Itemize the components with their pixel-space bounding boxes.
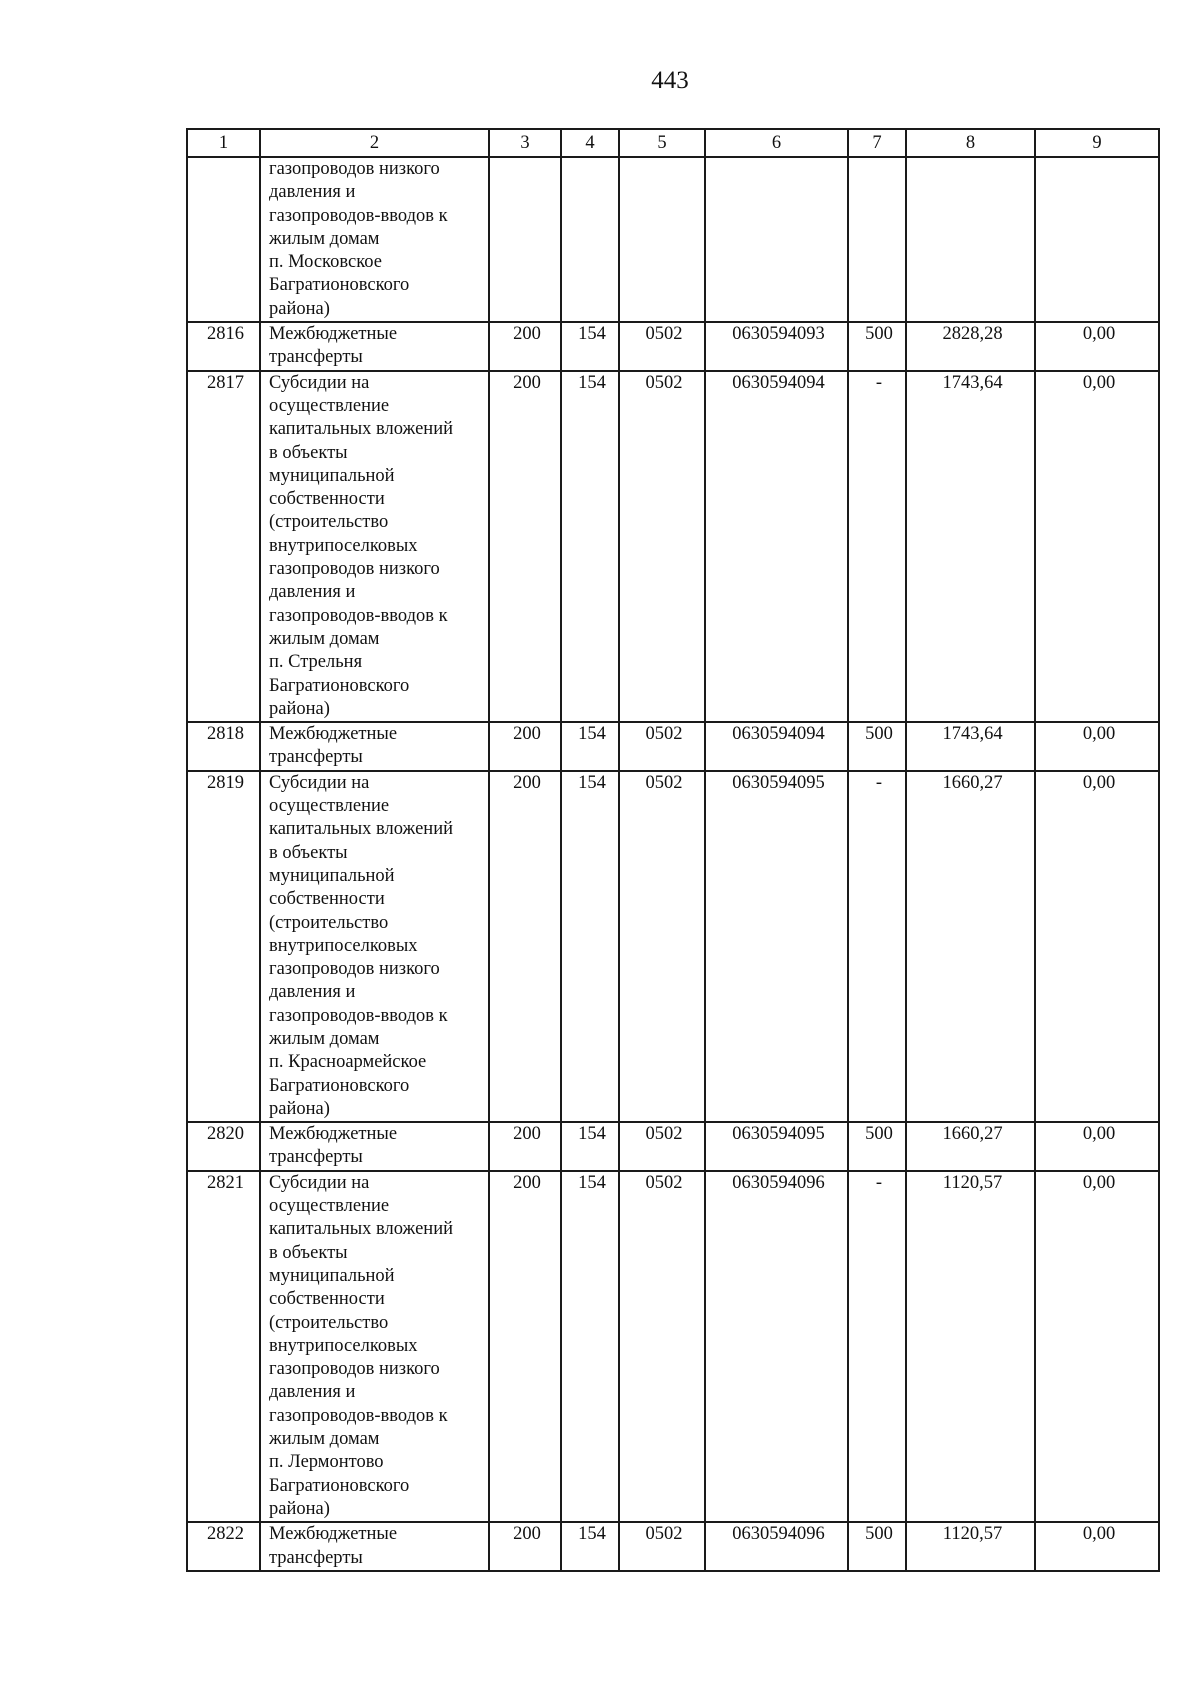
col7-cell: 500 [848, 1122, 906, 1171]
row-name-line: Багратионовского [269, 675, 410, 696]
col7-cell: 500 [848, 322, 906, 371]
row-name-line: собственности [269, 1289, 385, 1310]
row-name-line: Межбюджетные [269, 1524, 398, 1545]
table-row [187, 722, 1159, 771]
table-row [187, 771, 1159, 1122]
col5-cell: 0502 [619, 722, 705, 771]
row-name-line: в объекты [269, 842, 348, 863]
col3-cell: 200 [489, 322, 561, 371]
col3-cell: 200 [489, 1171, 561, 1522]
row-number-cell: 2822 [187, 1522, 260, 1571]
row-name-line: давления и [269, 182, 356, 203]
col5-cell: 0502 [619, 1122, 705, 1171]
row-name-line: жилым домам [269, 1028, 380, 1049]
table-body [187, 157, 1159, 1571]
col4-cell: 154 [561, 722, 619, 771]
col7-cell: 500 [848, 1522, 906, 1571]
col6-cell: 0630594095 [705, 771, 848, 1122]
row-name-cell [260, 771, 489, 1122]
table-row [187, 157, 1159, 322]
row-name-line: Межбюджетные [269, 1124, 398, 1145]
row-name-line: собственности [269, 889, 385, 910]
row-name-line: давления и [269, 982, 356, 1003]
col4-cell: 154 [561, 1122, 619, 1171]
col9-cell: 0,00 [1035, 771, 1159, 1122]
row-name-cell [260, 157, 489, 322]
col6-cell: 0630594094 [705, 371, 848, 722]
col8-cell: 1743,64 [906, 371, 1035, 722]
row-name-cell [260, 371, 489, 722]
row-name-line: газопроводов низкого [269, 159, 440, 179]
col9-cell: 0,00 [1035, 371, 1159, 722]
col9-cell: 0,00 [1035, 1522, 1159, 1571]
header-col-4: 4 [561, 129, 619, 157]
col3-cell: 200 [489, 1522, 561, 1571]
row-name-line: газопроводов-вводов к [269, 205, 448, 226]
col6-cell: 0630594094 [705, 722, 848, 771]
col6-cell: 0630594095 [705, 1122, 848, 1171]
col4-cell [561, 157, 619, 322]
col8-cell: 1743,64 [906, 722, 1035, 771]
row-name-line: газопроводов низкого [269, 559, 440, 580]
col7-cell: - [848, 371, 906, 722]
row-name-line: жилым домам [269, 628, 380, 649]
row-name-line: осуществление [269, 395, 390, 416]
row-name-line: внутрипоселковых [269, 935, 418, 956]
row-name-line: района) [269, 1498, 330, 1519]
row-name-line: Межбюджетные [269, 724, 398, 745]
row-name-line: района) [269, 698, 330, 719]
col9-cell: 0,00 [1035, 322, 1159, 371]
col9-cell: 0,00 [1035, 1171, 1159, 1522]
row-name-line: в объекты [269, 442, 348, 463]
row-name-line: трансферты [269, 1547, 363, 1568]
row-name-line: трансферты [269, 747, 363, 768]
header-col-7: 7 [848, 129, 906, 157]
col5-cell [619, 157, 705, 322]
row-name-line: Багратионовского [269, 275, 410, 296]
row-name-line: Багратионовского [269, 1475, 410, 1496]
row-name-line: газопроводов низкого [269, 959, 440, 980]
row-name-line: давления и [269, 582, 356, 603]
header-col-8: 8 [906, 129, 1035, 157]
row-name-cell [260, 1522, 489, 1571]
row-name-line: п. Красноармейское [269, 1052, 427, 1073]
row-name-line: давления и [269, 1382, 356, 1403]
row-name-line: внутрипоселковых [269, 535, 418, 556]
col4-cell: 154 [561, 1171, 619, 1522]
row-name-line: Субсидии на [269, 772, 370, 793]
row-number-cell: 2821 [187, 1171, 260, 1522]
row-name-line: п. Стрельня [269, 652, 363, 673]
row-name-line: муниципальной [269, 1265, 395, 1286]
row-name-line: п. Московское [269, 252, 382, 273]
row-name-line: осуществление [269, 796, 390, 817]
col9-cell: 0,00 [1035, 722, 1159, 771]
row-name-line: Межбюджетные [269, 324, 398, 345]
row-name-line: района) [269, 1098, 330, 1119]
col7-cell: - [848, 1171, 906, 1522]
table-row [187, 371, 1159, 722]
col6-cell: 0630594096 [705, 1522, 848, 1571]
row-name-line: газопроводов-вводов к [269, 605, 448, 626]
col4-cell: 154 [561, 1522, 619, 1571]
row-name-line: района) [269, 298, 330, 319]
col5-cell: 0502 [619, 371, 705, 722]
row-number-cell: 2816 [187, 322, 260, 371]
col4-cell: 154 [561, 371, 619, 722]
row-name-line: (строительство [269, 1312, 389, 1333]
col7-cell: - [848, 771, 906, 1122]
row-name-line: капитальных вложений [269, 419, 453, 440]
row-name-cell [260, 722, 489, 771]
col3-cell: 200 [489, 1122, 561, 1171]
row-name-line: жилым домам [269, 1429, 380, 1450]
row-name-line: (строительство [269, 912, 389, 933]
row-name-line: муниципальной [269, 465, 395, 486]
row-name-line: (строительство [269, 512, 389, 533]
col6-cell [705, 157, 848, 322]
row-name-line: муниципальной [269, 865, 395, 886]
header-col-3: 3 [489, 129, 561, 157]
col6-cell: 0630594093 [705, 322, 848, 371]
row-name-line: осуществление [269, 1196, 390, 1217]
header-col-6: 6 [705, 129, 848, 157]
col8-cell: 1120,57 [906, 1522, 1035, 1571]
table-row [187, 1171, 1159, 1522]
row-name-line: Багратионовского [269, 1075, 410, 1096]
row-name-line: Субсидии на [269, 1172, 370, 1193]
row-number-cell [187, 157, 260, 322]
budget-table [186, 128, 1160, 1572]
col3-cell: 200 [489, 371, 561, 722]
col8-cell: 1660,27 [906, 1122, 1035, 1171]
col5-cell: 0502 [619, 1171, 705, 1522]
table-row [187, 1522, 1159, 1571]
header-col-2: 2 [260, 129, 489, 157]
row-name-line: Субсидии на [269, 372, 370, 393]
table-row [187, 1122, 1159, 1171]
row-name-line: газопроводов низкого [269, 1359, 440, 1380]
col8-cell: 1120,57 [906, 1171, 1035, 1522]
col7-cell: 500 [848, 722, 906, 771]
col3-cell: 200 [489, 722, 561, 771]
col6-cell: 0630594096 [705, 1171, 848, 1522]
col9-cell: 0,00 [1035, 1122, 1159, 1171]
row-number-cell: 2819 [187, 771, 260, 1122]
row-name-line: внутрипоселковых [269, 1335, 418, 1356]
row-name-cell [260, 322, 489, 371]
row-name-cell [260, 1171, 489, 1522]
row-name-line: жилым домам [269, 228, 380, 249]
row-number-cell: 2818 [187, 722, 260, 771]
col5-cell: 0502 [619, 322, 705, 371]
col4-cell: 154 [561, 322, 619, 371]
header-col-9: 9 [1035, 129, 1159, 157]
row-name-cell [260, 1122, 489, 1171]
table-row [187, 322, 1159, 371]
col4-cell: 154 [561, 771, 619, 1122]
row-name-line: газопроводов-вводов к [269, 1005, 448, 1026]
col8-cell [906, 157, 1035, 322]
header-col-5: 5 [619, 129, 705, 157]
row-name-line: капитальных вложений [269, 1219, 453, 1240]
page-number: 443 [651, 67, 689, 94]
row-name-line: в объекты [269, 1242, 348, 1263]
row-number-cell: 2820 [187, 1122, 260, 1171]
row-name-line: п. Лермонтово [269, 1452, 384, 1473]
col8-cell: 1660,27 [906, 771, 1035, 1122]
col7-cell [848, 157, 906, 322]
col5-cell: 0502 [619, 1522, 705, 1571]
col9-cell [1035, 157, 1159, 322]
row-name-line: газопроводов-вводов к [269, 1405, 448, 1426]
row-name-line: капитальных вложений [269, 819, 453, 840]
col3-cell [489, 157, 561, 322]
col5-cell: 0502 [619, 771, 705, 1122]
header-col-1: 1 [187, 129, 260, 157]
row-name-line: собственности [269, 489, 385, 510]
row-number-cell: 2817 [187, 371, 260, 722]
row-name-line: трансферты [269, 1147, 363, 1168]
col8-cell: 2828,28 [906, 322, 1035, 371]
header-row [187, 129, 1159, 157]
col3-cell: 200 [489, 771, 561, 1122]
row-name-line: трансферты [269, 347, 363, 368]
